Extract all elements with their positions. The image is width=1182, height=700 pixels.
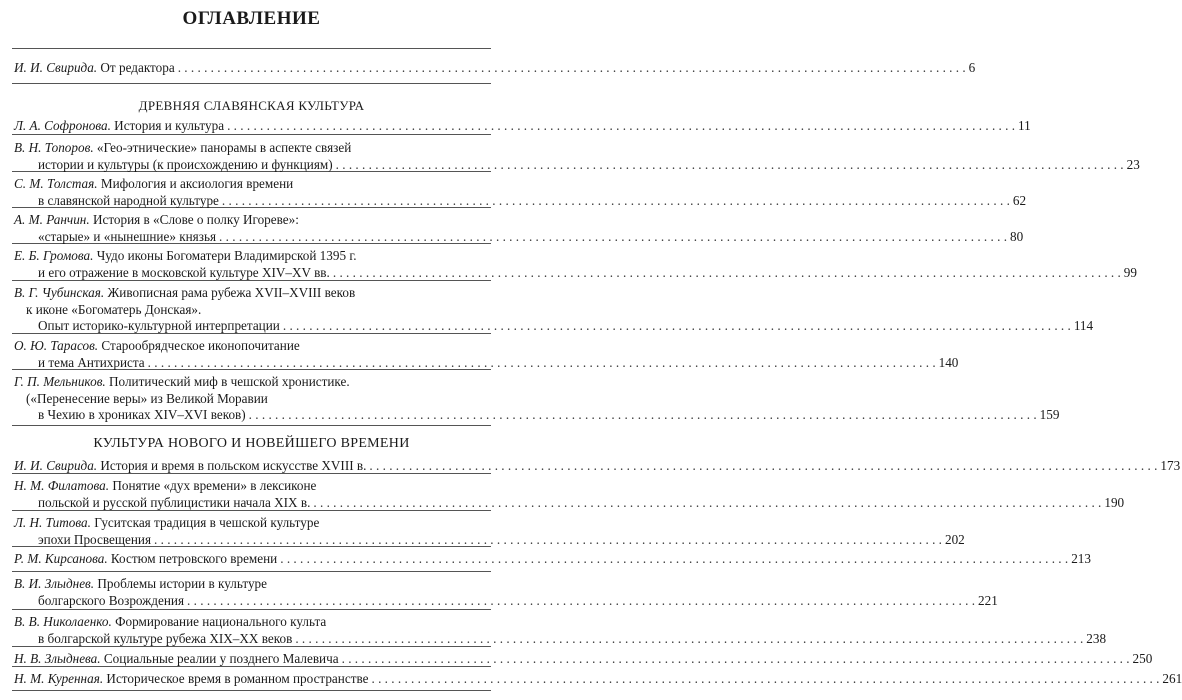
- toc-entry-text: [14, 374, 350, 389]
- toc-entry[interactable]: [14, 374, 1060, 424]
- toc-entry-author: С. М. Толстая.: [14, 176, 98, 191]
- toc-entry-line: [14, 285, 489, 302]
- toc-entry[interactable]: [14, 118, 1031, 135]
- toc-entry-title-line: в болгарской культуре рубежа XIX–XX веков: [38, 630, 293, 646]
- toc-entry-text: [26, 318, 280, 335]
- toc-entry-line: [14, 302, 489, 319]
- toc-entry-author: Н. М. Куренная.: [14, 671, 104, 686]
- toc-entry[interactable]: [14, 176, 1027, 209]
- toc-entry-title-line: История и культура: [114, 118, 225, 133]
- toc-entry-text: [14, 576, 267, 591]
- divider-rule: [12, 690, 491, 691]
- toc-page-number: 114: [1073, 318, 1094, 334]
- toc-entry-title-line: в славянской народной культуре: [38, 192, 219, 208]
- toc-entry-title-line: эпохи Просвещения: [38, 531, 152, 547]
- toc-entry[interactable]: [14, 248, 1137, 281]
- toc-entry-line: [14, 212, 489, 229]
- toc-entry-author: Р. М. Кирсанова.: [14, 551, 108, 566]
- toc-page-number: 221: [978, 592, 998, 608]
- toc-entry-text: [14, 671, 368, 688]
- toc-entry-text: [14, 212, 299, 227]
- toc-entry-title-line: От редактора: [100, 60, 175, 75]
- toc-entry-title-line: «Гео-этнические» панорамы в аспекте связей: [96, 140, 352, 155]
- toc-entry-title-line: Живописная рама рубежа XVII–XVIII веков: [107, 285, 356, 300]
- toc-entry-author: А. М. Ранчин.: [14, 212, 90, 227]
- toc-entry-line: [14, 614, 489, 631]
- toc-entry-text: [14, 458, 366, 475]
- toc-entry-title-line: Опыт историко-культурной интерпретации: [38, 318, 280, 334]
- toc-entry-title-line: в Чехию в хрониках XIV–XVI веков): [38, 407, 246, 423]
- toc-page-number: 62: [1012, 192, 1027, 208]
- toc-entry-line: [14, 176, 489, 193]
- toc-entry[interactable]: [14, 60, 976, 77]
- toc-entry-title-line: Историческое время в романном пространстве: [106, 671, 369, 686]
- toc-entry-text: [14, 140, 351, 155]
- toc-entry-title-line: Мифология и аксиология времени: [100, 176, 294, 191]
- toc-entry-text: [14, 551, 277, 568]
- toc-entry-text: [14, 338, 300, 353]
- toc-entry-line: [14, 494, 1125, 512]
- toc-entry-author: В. Г. Чубинская.: [14, 285, 105, 300]
- page-title: ОГЛАВЛЕНИЕ: [182, 8, 321, 29]
- toc-entry-title-line: Социальные реалии у позднего Малевича: [103, 651, 339, 666]
- toc-entry-text: [26, 229, 216, 246]
- toc-entry-text: [26, 302, 201, 317]
- toc-entry-author: И. И. Свирида.: [14, 458, 98, 473]
- toc-entry[interactable]: [14, 458, 1181, 475]
- toc-entry-line: [14, 156, 1140, 174]
- toc-entry-text: [14, 60, 175, 77]
- toc-entry-line: [14, 228, 1024, 246]
- toc-entry-title-line: к иконе «Богоматерь Донская».: [26, 301, 202, 317]
- toc-leader-dots: . . . . . . . . . . . . . . . . . . . . . . . . . . . . . . . . . . . . . . . . . . . . . . . . . . . . . . . . . . . . . . . . . . . . . . . . . . . . . . . . . . . . . . . . . . . . . . . . . . . . . . . . . . . . . . . . . . . . . . . .: [154, 531, 942, 547]
- toc-entry-title-line: истории и культуры (к происхождению и функциям): [38, 156, 333, 172]
- toc-leader-dots: . . . . . . . . . . . . . . . . . . . . . . . . . . . . . . . . . . . . . . . . . . . . . . . . . . . . . . . . . . . . . . . . . . . . . . . . . . . . . . . . . . . . . . . . . . . . . . . . . . . . . . . . . . . . . . . . . . . . . . . .: [147, 354, 936, 370]
- toc-leader-dots: . . . . . . . . . . . . . . . . . . . . . . . . . . . . . . . . . . . . . . . . . . . . . . . . . . . . . . . . . . . . . . . . . . . . . . . . . . . . . . . . . . . . . . . . . . . . . . . . . . . . . . . . . . . . . . . . . . . . . . . .: [295, 630, 1084, 646]
- toc-entry-text: [14, 515, 319, 530]
- toc-entry-line: [14, 515, 489, 532]
- toc-entry-text: [14, 651, 339, 668]
- divider-rule: [12, 571, 491, 572]
- toc-entry-text: [26, 193, 219, 210]
- toc-entry-line: [14, 338, 489, 355]
- toc-entry-title-line: и его отражение в московской культуре XIV–XV вв.: [38, 264, 330, 280]
- toc-entry-title-line: История в «Слове о полку Игореве»:: [92, 212, 299, 227]
- toc-entry-title-line: «старые» и «нынешние» князья: [38, 228, 217, 244]
- toc-entry-title-line: Костюм петровского времени: [110, 551, 278, 566]
- toc-entry-line: [14, 458, 1181, 475]
- toc-leader-dots: . . . . . . . . . . . . . . . . . . . . . . . . . . . . . . . . . . . . . . . . . . . . . . . . . . . . . . . . . . . . . . . . . . . . . . . . . . . . . . . . . . . . . . . . . . . . . . . . . . . . . . . . . . . . . . . . . . . . . . . .: [248, 407, 1037, 423]
- toc-entry-line: [14, 264, 1137, 282]
- divider-rule: [12, 425, 491, 426]
- toc-entry-author: Л. Н. Титова.: [14, 515, 91, 530]
- toc-entry-text: [26, 391, 268, 406]
- toc-entry[interactable]: [14, 140, 1140, 173]
- toc-leader-dots: . . . . . . . . . . . . . . . . . . . . . . . . . . . . . . . . . . . . . . . . . . . . . . . . . . . . . . . . . . . . . . . . . . . . . . . . . . . . . . . . . . . . . . . . . . . . . . . . . . . . . . . . . . . . . . . . . . . . . . . .: [221, 192, 1010, 208]
- toc-entry-line: [14, 192, 1027, 210]
- toc-page-number: 173: [1160, 458, 1181, 473]
- toc-page-number: 140: [938, 354, 959, 370]
- toc-page-number: 11: [1018, 118, 1031, 133]
- toc-entry-line: [14, 374, 489, 391]
- toc-leader-dots: . . . . . . . . . . . . . . . . . . . . . . . . . . . . . . . . . . . . . . . . . . . . . . . . . . . . . . . . . . . . . . . . . . . . . . . . . . . . . . . . . . . . . . . . . . . . . . . . . . . . . . . . . . . . . . . . . . . . . . . .: [227, 118, 1016, 133]
- section-heading: КУЛЬТУРА НОВОГО И НОВЕЙШЕГО ВРЕМЕНИ: [93, 436, 410, 451]
- toc-entry-title-line: Старообрядческое иконопочитание: [101, 338, 300, 353]
- toc-entry-line: [14, 140, 489, 157]
- toc-entry-text: [14, 176, 293, 191]
- toc-entry[interactable]: [14, 515, 965, 548]
- toc-entry-line: [14, 531, 965, 549]
- toc-entry-author: Н. М. Филатова.: [14, 478, 110, 493]
- toc-entry-text: [26, 407, 246, 424]
- toc-entry-text: [26, 157, 333, 174]
- toc-entry-author: Г. П. Мельников.: [14, 374, 106, 389]
- toc-entry-line: [14, 630, 1107, 648]
- toc-leader-dots: . . . . . . . . . . . . . . . . . . . . . . . . . . . . . . . . . . . . . . . . . . . . . . . . . . . . . . . . . . . . . . . . . . . . . . . . . . . . . . . . . . . . . . . . . . . . . . . . . . . . . . . . . . . . . . . . . . . . . . . .: [282, 318, 1071, 334]
- toc-page-number: 23: [1126, 156, 1140, 172]
- toc-entry[interactable]: [14, 478, 1125, 511]
- toc-entry-author: Е. Б. Громова.: [14, 248, 94, 263]
- divider-rule: [12, 83, 491, 84]
- toc-entry-title-line: Гуситская традиция в чешской культуре: [94, 515, 320, 530]
- toc-entry-title-line: болгарского Возрождения: [38, 592, 185, 608]
- toc-page-number: 99: [1123, 264, 1137, 280]
- toc-page-number: 261: [1162, 671, 1182, 686]
- toc-leader-dots: . . . . . . . . . . . . . . . . . . . . . . . . . . . . . . . . . . . . . . . . . . . . . . . . . . . . . . . . . . . . . . . . . . . . . . . . . . . . . . . . . . . . . . . . . . . . . . . . . . . . . . . . . . . . . . . . . . . . . . . .: [219, 228, 1007, 244]
- toc-leader-dots: . . . . . . . . . . . . . . . . . . . . . . . . . . . . . . . . . . . . . . . . . . . . . . . . . . . . . . . . . . . . . . . . . . . . . . . . . . . . . . . . . . . . . . . . . . . . . . . . . . . . . . . . . . . . . . . . . . . . . . . .: [371, 671, 1160, 686]
- toc-leader-dots: . . . . . . . . . . . . . . . . . . . . . . . . . . . . . . . . . . . . . . . . . . . . . . . . . . . . . . . . . . . . . . . . . . . . . . . . . . . . . . . . . . . . . . . . . . . . . . . . . . . . . . . . . . . . . . . . . . . . . . . .: [280, 551, 1069, 566]
- toc-entry-author: В. В. Николаенко.: [14, 614, 112, 629]
- toc-leader-dots: . . . . . . . . . . . . . . . . . . . . . . . . . . . . . . . . . . . . . . . . . . . . . . . . . . . . . . . . . . . . . . . . . . . . . . . . . . . . . . . . . . . . . . . . . . . . . . . . . . . . . . . . . . . . . . . . . . . . . . . .: [335, 156, 1124, 172]
- toc-entry-line: [14, 407, 1060, 424]
- toc-entry-title-line: («Перенесение веры» из Великой Моравии: [26, 390, 268, 406]
- toc-entry-text: [26, 593, 184, 610]
- toc-entry-line: [14, 478, 489, 495]
- toc-entry-text: [26, 631, 292, 648]
- toc-entry-text: [26, 265, 330, 282]
- toc-entry[interactable]: [14, 576, 998, 609]
- toc-entry[interactable]: [14, 551, 1091, 568]
- toc-entry-author: Л. А. Софронова.: [14, 118, 111, 133]
- toc-entry-line: [14, 60, 976, 77]
- toc-leader-dots: . . . . . . . . . . . . . . . . . . . . . . . . . . . . . . . . . . . . . . . . . . . . . . . . . . . . . . . . . . . . . . . . . . . . . . . . . . . . . . . . . . . . . . . . . . . . . . . . . . . . . . . . . . . . . . . . . . . . . . . .: [313, 494, 1102, 510]
- toc-page-number: 250: [1132, 651, 1153, 666]
- section-heading: ДРЕВНЯЯ СЛАВЯНСКАЯ КУЛЬТУРА: [138, 98, 365, 113]
- toc-page-number: 238: [1086, 630, 1107, 646]
- toc-leader-dots: . . . . . . . . . . . . . . . . . . . . . . . . . . . . . . . . . . . . . . . . . . . . . . . . . . . . . . . . . . . . . . . . . . . . . . . . . . . . . . . . . . . . . . . . . . . . . . . . . . . . . . . . . . . . . . . . . . . . . . . .: [341, 651, 1130, 666]
- toc-entry-author: О. Ю. Тарасов.: [14, 338, 99, 353]
- toc-entry-text: [14, 285, 355, 300]
- toc-entry-line: [14, 651, 1153, 668]
- toc-entry[interactable]: [14, 285, 1094, 335]
- toc-entry[interactable]: [14, 671, 1182, 688]
- toc-leader-dots: . . . . . . . . . . . . . . . . . . . . . . . . . . . . . . . . . . . . . . . . . . . . . . . . . . . . . . . . . . . . . . . . . . . . . . . . . . . . . . . . . . . . . . . . . . . . . . . . . . . . . . . . . . . . . . . . . . . . . . . .: [332, 264, 1121, 280]
- toc-entry-title-line: польской и русской публицистики начала XIX в.: [38, 494, 311, 510]
- toc-entry-title-line: Проблемы истории в культуре: [97, 576, 267, 591]
- toc-entry-title-line: История и время в польском искусстве XVIII в.: [100, 458, 367, 473]
- toc-entry-text: [14, 118, 224, 135]
- toc-entry-line: [14, 576, 489, 593]
- toc-entry-title-line: Политический миф в чешской хронистике.: [109, 374, 350, 389]
- toc-page-number: 190: [1104, 494, 1125, 510]
- toc-entry-line: [14, 391, 489, 408]
- toc-page-number: 80: [1010, 228, 1024, 244]
- toc-entry-text: [14, 248, 357, 263]
- toc-entry[interactable]: [14, 338, 959, 371]
- toc-entry-line: [14, 671, 1182, 688]
- toc-entry-text: [14, 478, 316, 493]
- divider-rule: [12, 48, 491, 49]
- toc-entry[interactable]: [14, 614, 1107, 647]
- toc-entry[interactable]: [14, 651, 1153, 668]
- toc-entry-title-line: Чудо иконы Богоматери Владимирской 1395 г.: [96, 248, 357, 263]
- toc-page-number: 202: [944, 531, 965, 547]
- toc-entry[interactable]: [14, 212, 1024, 245]
- toc-entry-author: В. И. Злыднев.: [14, 576, 95, 591]
- toc-entry-line: [14, 318, 1094, 335]
- toc-entry-title-line: Понятие «дух времени» в лексиконе: [112, 478, 317, 493]
- toc-entry-text: [26, 495, 310, 512]
- toc-entry-author: В. Н. Топоров.: [14, 140, 94, 155]
- toc-entry-author: И. И. Свирида.: [14, 60, 98, 75]
- toc-page-number: 213: [1071, 551, 1091, 566]
- toc-entry-title-line: Формирование национального культа: [115, 614, 327, 629]
- toc-entry-text: [14, 614, 326, 629]
- toc-entry-text: [26, 355, 145, 372]
- toc-entry-line: [14, 248, 489, 265]
- toc-entry-line: [14, 551, 1091, 568]
- toc-entry-text: [26, 532, 151, 549]
- toc-entry-author: Н. В. Злыднева.: [14, 651, 101, 666]
- toc-entry-line: [14, 592, 998, 610]
- toc-leader-dots: . . . . . . . . . . . . . . . . . . . . . . . . . . . . . . . . . . . . . . . . . . . . . . . . . . . . . . . . . . . . . . . . . . . . . . . . . . . . . . . . . . . . . . . . . . . . . . . . . . . . . . . . . . . . . . . . . . . . . . . .: [369, 458, 1158, 473]
- toc-leader-dots: . . . . . . . . . . . . . . . . . . . . . . . . . . . . . . . . . . . . . . . . . . . . . . . . . . . . . . . . . . . . . . . . . . . . . . . . . . . . . . . . . . . . . . . . . . . . . . . . . . . . . . . . . . . . . . . . . . . . . . . .: [177, 60, 966, 75]
- toc-leader-dots: . . . . . . . . . . . . . . . . . . . . . . . . . . . . . . . . . . . . . . . . . . . . . . . . . . . . . . . . . . . . . . . . . . . . . . . . . . . . . . . . . . . . . . . . . . . . . . . . . . . . . . . . . . . . . . . . . . . . . . . .: [187, 592, 975, 608]
- toc-entry-line: [14, 118, 1031, 135]
- toc-entry-title-line: и тема Антихриста: [38, 354, 145, 370]
- toc-page-number: 6: [968, 60, 976, 75]
- toc-entry-line: [14, 354, 959, 372]
- toc-page-number: 159: [1039, 407, 1060, 423]
